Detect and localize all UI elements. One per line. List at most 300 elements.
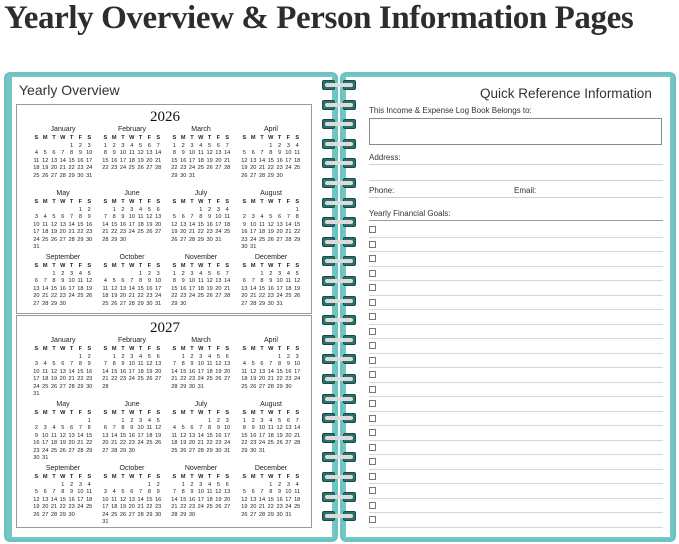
day-number: 28	[171, 383, 178, 390]
day-number: 8	[78, 214, 82, 220]
day-number: 24	[197, 376, 204, 382]
weekday-letter: T	[69, 410, 74, 416]
day-number: 22	[77, 229, 84, 235]
weekday-letter: T	[190, 410, 194, 416]
day-number: 17	[128, 368, 135, 375]
goal-checkbox[interactable]	[369, 270, 376, 277]
day-number: 21	[285, 229, 292, 235]
day-number: 16	[180, 285, 187, 292]
weekday-letter: M	[111, 474, 117, 480]
day-number: 22	[258, 293, 266, 299]
day-number: 5	[208, 270, 212, 277]
weekday-letter: F	[216, 263, 221, 269]
spiral-ring	[322, 394, 356, 404]
day-number: 11	[137, 214, 144, 220]
day-number: 1	[181, 481, 185, 488]
goal-checkbox[interactable]	[369, 516, 376, 523]
day-number: 14	[224, 150, 231, 156]
month-name: September	[45, 254, 81, 261]
weekday-letter: S	[103, 474, 108, 480]
goal-checkbox[interactable]	[369, 444, 376, 451]
day-number: 15	[267, 496, 274, 503]
weekday-letter: T	[207, 135, 212, 141]
day-number: 23	[285, 376, 292, 382]
day-number: 8	[121, 425, 125, 431]
blank-day	[188, 418, 197, 426]
day-number: 1	[52, 270, 56, 277]
day-number: 9	[278, 489, 282, 495]
blank-day	[67, 354, 76, 362]
day-number: 12	[137, 150, 144, 156]
day-number: 20	[180, 229, 187, 235]
day-number: 27	[224, 376, 231, 382]
blank-day	[258, 482, 267, 490]
day-number: 30	[146, 300, 153, 307]
day-number: 19	[241, 165, 248, 171]
weekday-letter: F	[78, 474, 83, 480]
blank-day	[41, 418, 50, 426]
weekday-letter: T	[260, 474, 264, 480]
weekday-letter: M	[111, 410, 117, 416]
day-number: 13	[42, 496, 49, 503]
weekday-letter: W	[198, 474, 204, 480]
day-number: 18	[206, 368, 213, 375]
blank-day	[240, 354, 249, 362]
day-number: 21	[68, 376, 75, 382]
month-day-grid	[240, 199, 302, 252]
day-number: 8	[172, 150, 176, 156]
day-number: 9	[78, 150, 82, 156]
blank-day	[258, 354, 267, 362]
day-number: 13	[276, 221, 283, 228]
day-number: 30	[128, 447, 135, 454]
day-number: 2	[286, 353, 290, 360]
weekday-letter: W	[129, 263, 135, 269]
day-number: 18	[137, 221, 144, 228]
weekday-letter: S	[87, 199, 92, 205]
belongs-to-label: This Income & Expense Log Book Belongs to:	[369, 106, 532, 115]
weekday-letter: W	[60, 199, 66, 205]
day-number: 19	[137, 157, 144, 164]
blank-day	[32, 143, 41, 151]
day-number: 27	[128, 511, 135, 518]
blank-day	[50, 207, 59, 215]
day-number: 28	[258, 511, 266, 518]
spiral-ring	[322, 413, 356, 423]
goal-checkbox[interactable]	[369, 371, 376, 378]
spiral-ring	[322, 296, 356, 306]
day-number: 30	[206, 236, 213, 243]
weekday-letter: M	[42, 474, 48, 480]
day-number: 11	[241, 368, 248, 375]
day-number: 8	[242, 425, 246, 431]
goal-checkbox[interactable]	[369, 299, 376, 306]
day-number: 26	[206, 293, 213, 299]
weekday-letter: M	[111, 135, 117, 141]
day-number: 25	[171, 447, 178, 454]
day-number: 29	[171, 172, 178, 179]
day-number: 4	[78, 270, 82, 277]
day-number: 13	[146, 150, 153, 156]
address-line	[369, 164, 663, 165]
spiral-ring	[322, 80, 356, 90]
day-number: 21	[267, 376, 274, 382]
day-number: 16	[146, 285, 153, 292]
goal-checkbox[interactable]	[369, 342, 376, 349]
day-number: 29	[111, 236, 118, 243]
day-number: 2	[278, 142, 282, 149]
day-number: 5	[61, 425, 65, 431]
day-number: 23	[33, 447, 40, 454]
day-number: 25	[294, 504, 301, 510]
month-day-grid	[32, 410, 94, 463]
day-number: 22	[137, 293, 144, 299]
weekday-letter: F	[286, 346, 291, 352]
blank-day	[67, 207, 76, 215]
day-number: 10	[77, 489, 84, 495]
blank-day	[50, 418, 59, 426]
weekday-letter: M	[250, 263, 256, 269]
weekday-letter: S	[225, 474, 230, 480]
day-number: 7	[112, 425, 116, 431]
blank-day	[127, 271, 136, 279]
day-number: 14	[137, 496, 144, 503]
goal-checkbox[interactable]	[369, 357, 376, 364]
day-number: 26	[250, 383, 257, 390]
day-number: 19	[180, 440, 187, 446]
day-number: 31	[33, 391, 40, 397]
goal-checkbox[interactable]	[369, 313, 376, 320]
blank-day	[101, 482, 110, 490]
blank-day	[50, 143, 59, 151]
spiral-ring	[322, 100, 356, 110]
goal-checkbox[interactable]	[369, 473, 376, 480]
day-number: 22	[241, 440, 248, 446]
day-number: 27	[155, 229, 162, 235]
day-number: 13	[250, 157, 257, 164]
day-number: 20	[285, 432, 292, 439]
day-number: 11	[267, 425, 274, 431]
day-number: 15	[267, 157, 274, 164]
day-number: 23	[276, 165, 283, 171]
day-number: 4	[43, 214, 47, 220]
day-number: 24	[294, 376, 301, 382]
day-number: 9	[147, 278, 151, 284]
day-number: 27	[215, 293, 222, 299]
day-number: 2	[121, 353, 125, 360]
day-number: 27	[42, 511, 49, 518]
day-number: 22	[267, 504, 274, 510]
day-number: 12	[294, 278, 301, 284]
day-number: 20	[250, 504, 257, 510]
day-number: 11	[294, 489, 301, 495]
day-number: 23	[59, 293, 66, 299]
day-number: 12	[215, 361, 222, 367]
day-number: 10	[33, 368, 40, 375]
day-number: 18	[137, 368, 144, 375]
day-number: 6	[260, 361, 264, 367]
day-number: 20	[215, 157, 222, 164]
day-number: 16	[188, 368, 196, 375]
day-number: 27	[285, 440, 292, 446]
weekday-letter: S	[295, 410, 300, 416]
day-number: 6	[52, 150, 56, 156]
day-number: 30	[188, 511, 196, 518]
month-day-grid	[101, 346, 163, 391]
day-number: 25	[42, 383, 49, 390]
day-number: 30	[188, 383, 196, 390]
day-number: 3	[225, 417, 229, 424]
day-number: 11	[197, 150, 204, 156]
spiral-ring	[322, 119, 356, 129]
weekday-letter: S	[156, 199, 161, 205]
blank-day	[32, 271, 41, 279]
weekday-letter: S	[295, 474, 300, 480]
day-number: 5	[208, 142, 212, 149]
day-number: 2	[251, 417, 255, 424]
day-number: 24	[276, 293, 283, 299]
day-number: 5	[87, 270, 91, 277]
month-name: February	[117, 337, 146, 344]
day-number: 23	[241, 236, 248, 243]
day-number: 1	[112, 206, 116, 213]
goal-checkbox[interactable]	[369, 415, 376, 422]
day-number: 23	[86, 229, 93, 235]
blank-day	[101, 271, 110, 279]
day-number: 20	[276, 229, 283, 235]
day-number: 24	[68, 293, 75, 299]
day-number: 7	[190, 214, 194, 220]
day-number: 2	[242, 214, 246, 220]
day-number: 4	[260, 214, 264, 220]
weekday-letter: S	[242, 410, 247, 416]
day-number: 28	[59, 172, 66, 179]
weekday-letter: S	[225, 346, 230, 352]
day-number: 13	[241, 285, 248, 292]
goal-checkbox[interactable]	[369, 487, 376, 494]
weekday-letter: T	[138, 199, 143, 205]
belongs-to-field[interactable]	[369, 118, 662, 145]
day-number: 25	[285, 293, 292, 299]
day-number: 30	[250, 447, 257, 454]
month-day-grid	[32, 474, 94, 519]
day-number: 17	[285, 496, 292, 503]
day-number: 14	[59, 157, 66, 164]
day-number: 3	[70, 270, 74, 277]
goal-row	[369, 426, 663, 441]
weekday-letter: F	[147, 135, 152, 141]
weekday-letter: W	[198, 135, 204, 141]
weekday-letter: W	[60, 346, 66, 352]
day-number: 24	[33, 236, 40, 243]
day-number: 29	[241, 447, 248, 454]
blank-day	[170, 354, 179, 362]
day-number: 21	[68, 229, 75, 235]
day-number: 25	[33, 172, 40, 179]
day-number: 29	[119, 447, 127, 454]
weekday-letter: F	[78, 135, 83, 141]
spiral-ring	[322, 433, 356, 443]
goal-checkbox[interactable]	[369, 429, 376, 436]
day-number: 23	[206, 229, 213, 235]
weekday-letter: T	[190, 199, 194, 205]
weekday-letter: T	[52, 474, 56, 480]
day-number: 27	[250, 511, 257, 518]
weekday-letter: F	[216, 135, 221, 141]
weekday-letter: M	[42, 346, 48, 352]
day-number: 21	[258, 165, 266, 171]
goal-checkbox[interactable]	[369, 241, 376, 248]
day-number: 25	[197, 165, 204, 171]
day-number: 14	[285, 221, 292, 228]
day-number: 24	[224, 440, 231, 446]
day-number: 4	[295, 481, 299, 488]
goal-checkbox[interactable]	[369, 502, 376, 509]
goal-checkbox[interactable]	[369, 226, 376, 233]
day-number: 11	[137, 361, 144, 367]
day-number: 1	[61, 481, 65, 488]
day-number: 19	[294, 285, 301, 292]
weekday-letter: F	[147, 199, 152, 205]
day-number: 29	[206, 447, 213, 454]
month-name: January	[50, 126, 76, 133]
month-name: December	[254, 254, 288, 261]
blank-day	[179, 418, 188, 426]
month-calendar	[170, 189, 232, 244]
spiral-ring	[322, 276, 356, 286]
goal-checkbox[interactable]	[369, 400, 376, 407]
day-number: 31	[276, 300, 283, 307]
day-number: 1	[87, 417, 91, 424]
blank-day	[258, 143, 267, 151]
day-number: 20	[224, 368, 231, 375]
day-number: 7	[130, 278, 134, 284]
day-number: 6	[156, 206, 160, 213]
day-number: 13	[215, 150, 222, 156]
day-number: 24	[285, 504, 292, 510]
day-number: 24	[215, 229, 222, 235]
day-number: 15	[171, 285, 178, 292]
weekday-letter: S	[172, 474, 177, 480]
day-number: 24	[250, 236, 257, 243]
goal-checkbox[interactable]	[369, 328, 376, 335]
weekday-letter: S	[103, 410, 108, 416]
day-number: 20	[155, 368, 162, 375]
day-number: 26	[50, 383, 58, 390]
day-number: 18	[77, 285, 84, 292]
day-number: 7	[225, 270, 229, 277]
day-number: 2	[156, 481, 160, 488]
weekday-letter: S	[225, 263, 230, 269]
weekday-letter: S	[295, 263, 300, 269]
day-number: 14	[68, 221, 75, 228]
day-number: 22	[206, 440, 213, 446]
day-number: 7	[52, 489, 56, 495]
day-number: 1	[172, 142, 176, 149]
goal-checkbox[interactable]	[369, 284, 376, 291]
day-number: 21	[171, 376, 178, 382]
day-number: 21	[50, 504, 58, 510]
day-number: 22	[294, 229, 301, 235]
day-number: 25	[206, 376, 213, 382]
blank-day	[119, 271, 128, 279]
day-number: 3	[286, 142, 290, 149]
weekday-letter: M	[42, 263, 48, 269]
day-number: 7	[78, 425, 82, 431]
day-number: 18	[241, 376, 248, 382]
day-number: 29	[180, 511, 187, 518]
weekday-letter: F	[216, 199, 221, 205]
weekday-letter: S	[225, 410, 230, 416]
day-number: 6	[251, 150, 255, 156]
day-number: 3	[156, 270, 160, 277]
month-day-grid	[240, 135, 302, 180]
weekday-letter: S	[34, 410, 39, 416]
day-number: 12	[215, 489, 222, 495]
day-number: 16	[276, 157, 283, 164]
day-number: 3	[278, 270, 282, 277]
goal-checkbox[interactable]	[369, 255, 376, 262]
day-number: 26	[50, 236, 58, 243]
weekday-letter: S	[156, 135, 161, 141]
day-number: 11	[111, 496, 118, 503]
day-number: 5	[295, 270, 299, 277]
day-number: 27	[102, 447, 109, 454]
day-number: 14	[68, 368, 75, 375]
month-day-grid	[170, 410, 232, 455]
goal-checkbox[interactable]	[369, 458, 376, 465]
day-number: 16	[215, 432, 222, 439]
weekday-letter: T	[277, 346, 282, 352]
day-number: 26	[215, 376, 222, 382]
weekday-letter: M	[111, 199, 117, 205]
day-number: 14	[155, 150, 162, 156]
day-number: 9	[87, 214, 91, 220]
day-number: 23	[180, 165, 187, 171]
day-number: 28	[50, 511, 58, 518]
weekday-letter: T	[260, 346, 264, 352]
blank-day	[41, 207, 50, 215]
day-number: 11	[171, 432, 178, 439]
day-number: 29	[68, 172, 75, 179]
month-day-grid	[170, 263, 232, 308]
day-number: 21	[137, 504, 144, 510]
spiral-ring	[322, 198, 356, 208]
weekday-letter: T	[52, 199, 56, 205]
day-number: 30	[77, 172, 84, 179]
day-number: 29	[294, 236, 301, 243]
weekday-letter: S	[242, 199, 247, 205]
weekday-letter: M	[250, 410, 256, 416]
day-number: 8	[61, 489, 65, 495]
goal-row	[369, 412, 663, 427]
blank-day	[32, 418, 41, 426]
day-number: 22	[267, 165, 274, 171]
month-day-grid	[170, 474, 232, 519]
day-number: 19	[276, 432, 283, 439]
day-number: 23	[68, 504, 75, 510]
weekday-letter: S	[225, 135, 230, 141]
day-number: 16	[119, 221, 127, 228]
goal-checkbox[interactable]	[369, 386, 376, 393]
day-number: 12	[206, 278, 213, 284]
day-number: 4	[112, 489, 116, 495]
day-number: 16	[180, 157, 187, 164]
day-number: 25	[206, 504, 213, 510]
weekday-letter: S	[103, 346, 108, 352]
weekday-letter: T	[69, 474, 74, 480]
day-number: 23	[119, 229, 127, 235]
